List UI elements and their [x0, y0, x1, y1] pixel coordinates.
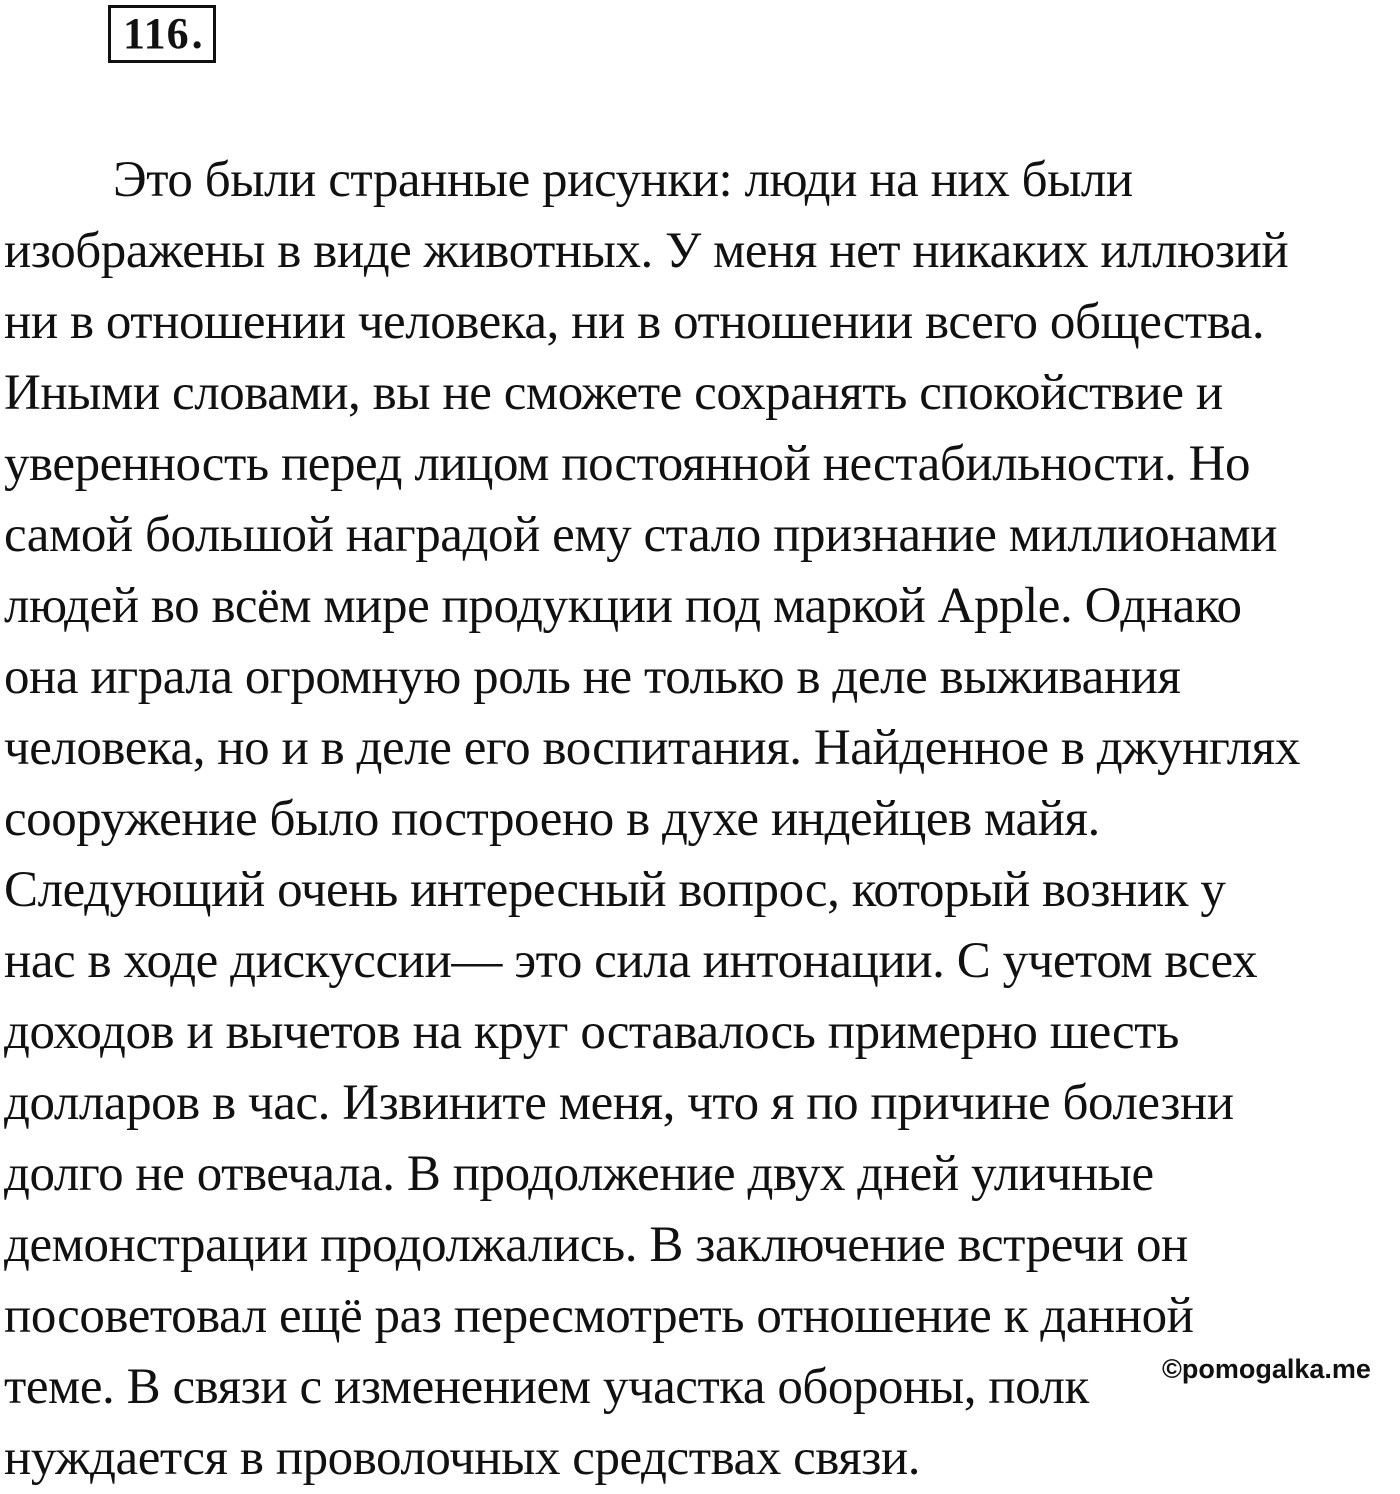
text-line: Иными словами, вы не сможете сохранять спокойствие и: [4, 365, 1223, 421]
text-line: ни в отношении человека, ни в отношении всего общества.: [4, 294, 1265, 350]
text-line: изображены в виде животных. У меня нет никаких иллюзий: [4, 223, 1289, 279]
exercise-text: [4, 145, 1400, 1494]
text-line: нуждается в проволочных средствах связи.: [4, 1430, 921, 1486]
text-line: доходов и вычетов на круг оставалось примерно шесть: [4, 1004, 1179, 1060]
text-line: долларов в час. Извините меня, что я по причине болезни: [4, 1075, 1234, 1131]
task-number-box: [108, 5, 216, 63]
text-line: самой большой наградой ему стало признание миллионами: [4, 507, 1278, 563]
text-line: Это были странные рисунки: люди на них были: [113, 152, 1133, 208]
task-number: [108, 6, 216, 62]
text-line: уверенность перед лицом постоянной нестабильности. Но: [4, 436, 1251, 492]
text-line: долго не отвечала. В продолжение двух дней уличные: [4, 1146, 1154, 1202]
task-number-value: 116: [123, 9, 190, 58]
task-number-suffix: .: [191, 9, 204, 58]
text-line: теме. В связи с изменением участка обороны, полк: [4, 1359, 1089, 1415]
text-line: Следующий очень интересный вопрос, который возник у: [4, 862, 1226, 918]
text-line: человека, но и в деле его воспитания. Найденное в джунглях: [4, 720, 1300, 776]
text-line: посоветовал ещё раз пересмотреть отношение к данной: [4, 1288, 1194, 1344]
text-line: демонстрации продолжались. В заключение встречи он: [4, 1217, 1188, 1273]
text-line: людей во всём мире продукции под маркой Apple. Однако: [4, 578, 1242, 634]
text-line: она играла огромную роль не только в деле выживания: [4, 649, 1181, 705]
text-line: нас в ходе дискуссии— это сила интонации. С учетом всех: [4, 933, 1258, 989]
text-line: сооружение было построено в духе индейцев майя.: [4, 791, 1100, 847]
watermark: ©pomogalka.me: [1162, 1354, 1371, 1384]
